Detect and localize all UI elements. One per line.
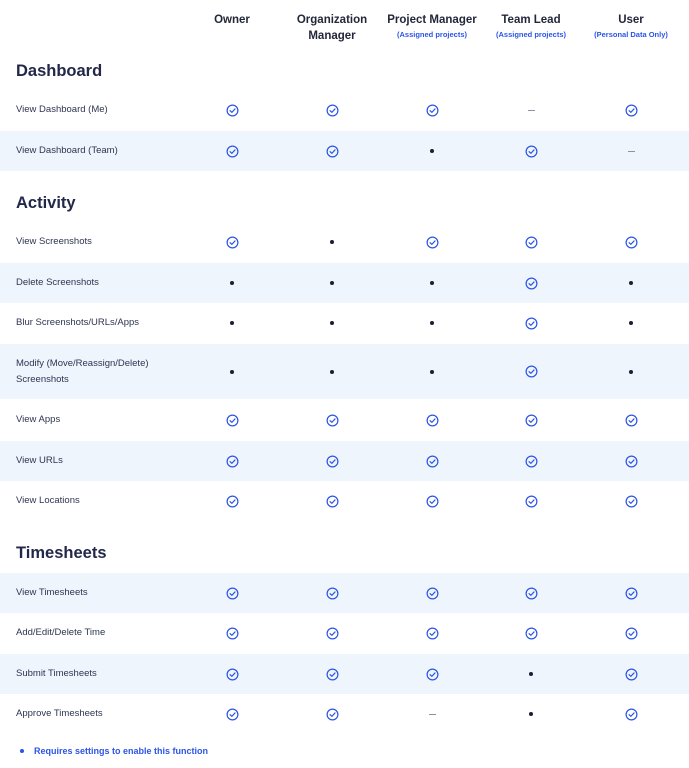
check-icon [325, 667, 339, 681]
check-icon [325, 144, 339, 158]
check-icon [524, 454, 538, 468]
check-icon [425, 667, 439, 681]
check-icon [524, 626, 538, 640]
not-available-dash-icon [524, 103, 538, 117]
requires-settings-dot-icon [225, 316, 239, 330]
check-icon [524, 144, 538, 158]
permission-label: View Locations [16, 495, 80, 506]
check-icon [325, 586, 339, 600]
check-icon [624, 235, 638, 249]
footnote-dot-icon [20, 749, 24, 753]
check-icon [225, 235, 239, 249]
column-subtitle: (Assigned projects) [396, 30, 467, 39]
column-header-owner [182, 12, 282, 28]
column-header-project-manager [382, 12, 482, 40]
column-title: Project Manager [387, 14, 477, 26]
permission-label: View Apps [16, 414, 61, 425]
check-icon [225, 667, 239, 681]
table-row [0, 400, 689, 440]
check-icon [425, 494, 439, 508]
check-icon [325, 103, 339, 117]
requires-settings-dot-icon [425, 316, 439, 330]
table-row [0, 344, 689, 399]
column-title: User [618, 14, 644, 26]
permission-label: View Timesheets [16, 587, 88, 598]
column-header-user [581, 12, 681, 40]
check-icon [624, 667, 638, 681]
check-icon [524, 235, 538, 249]
permission-label: View Dashboard (Team) [16, 145, 118, 156]
footnote [20, 746, 208, 756]
requires-settings-dot-icon [624, 316, 638, 330]
table-row [0, 441, 689, 481]
column-title: Owner [214, 14, 250, 26]
table-row [0, 573, 689, 613]
check-icon [524, 365, 538, 379]
check-icon [325, 707, 339, 721]
permission-label: Approve Timesheets [16, 708, 103, 719]
permission-label: View Dashboard (Me) [16, 104, 108, 115]
requires-settings-dot-icon [425, 276, 439, 290]
check-icon [624, 454, 638, 468]
requires-settings-dot-icon [225, 276, 239, 290]
requires-settings-dot-icon [425, 365, 439, 379]
requires-settings-dot-icon [524, 707, 538, 721]
table-row [0, 222, 689, 262]
check-icon [624, 103, 638, 117]
permission-label: Delete Screenshots [16, 277, 99, 288]
check-icon [624, 413, 638, 427]
check-icon [225, 144, 239, 158]
check-icon [624, 586, 638, 600]
requires-settings-dot-icon [325, 235, 339, 249]
column-header-row [0, 0, 689, 50]
table-row [0, 263, 689, 303]
table-row [0, 694, 689, 734]
section-title-timesheets: Timesheets [16, 544, 107, 562]
check-icon [225, 494, 239, 508]
column-title: Organization Manager [296, 14, 368, 42]
check-icon [524, 316, 538, 330]
check-icon [325, 494, 339, 508]
check-icon [425, 586, 439, 600]
section-title-activity: Activity [16, 194, 76, 212]
permission-label: Modify (Move/Reassign/Delete) Screenshots [16, 357, 149, 385]
table-row [0, 481, 689, 521]
check-icon [425, 454, 439, 468]
permission-label: Submit Timesheets [16, 668, 97, 679]
table-row [0, 613, 689, 653]
column-header-team-lead [481, 12, 581, 40]
check-icon [225, 586, 239, 600]
requires-settings-dot-icon [325, 276, 339, 290]
check-icon [225, 626, 239, 640]
requires-settings-dot-icon [325, 316, 339, 330]
requires-settings-dot-icon [425, 144, 439, 158]
requires-settings-dot-icon [624, 365, 638, 379]
table-row [0, 303, 689, 343]
check-icon [425, 235, 439, 249]
section-title-dashboard: Dashboard [16, 62, 103, 80]
check-icon [624, 626, 638, 640]
check-icon [624, 707, 638, 721]
requires-settings-dot-icon [524, 667, 538, 681]
column-title: Team Lead [501, 14, 561, 26]
check-icon [225, 454, 239, 468]
check-icon [325, 454, 339, 468]
permission-label: View Screenshots [16, 236, 92, 247]
column-header-organization-manager [282, 12, 382, 44]
check-icon [325, 413, 339, 427]
check-icon [225, 707, 239, 721]
requires-settings-dot-icon [325, 365, 339, 379]
check-icon [524, 276, 538, 290]
check-icon [524, 494, 538, 508]
permission-label: Add/Edit/Delete Time [16, 627, 106, 638]
table-row [0, 654, 689, 694]
check-icon [325, 626, 339, 640]
column-subtitle: (Personal Data Only) [594, 30, 668, 39]
check-icon [425, 626, 439, 640]
requires-settings-dot-icon [624, 276, 638, 290]
check-icon [225, 413, 239, 427]
requires-settings-dot-icon [225, 365, 239, 379]
not-available-dash-icon [425, 707, 439, 721]
check-icon [524, 586, 538, 600]
footnote-text: Requires settings to enable this function [34, 746, 209, 756]
check-icon [425, 413, 439, 427]
permission-label: View URLs [16, 455, 63, 466]
not-available-dash-icon [624, 144, 638, 158]
table-row [0, 131, 689, 171]
check-icon [425, 103, 439, 117]
table-row [0, 90, 689, 130]
check-icon [225, 103, 239, 117]
column-subtitle: (Assigned projects) [495, 30, 566, 39]
check-icon [624, 494, 638, 508]
check-icon [524, 413, 538, 427]
permission-label: Blur Screenshots/URLs/Apps [16, 317, 140, 328]
